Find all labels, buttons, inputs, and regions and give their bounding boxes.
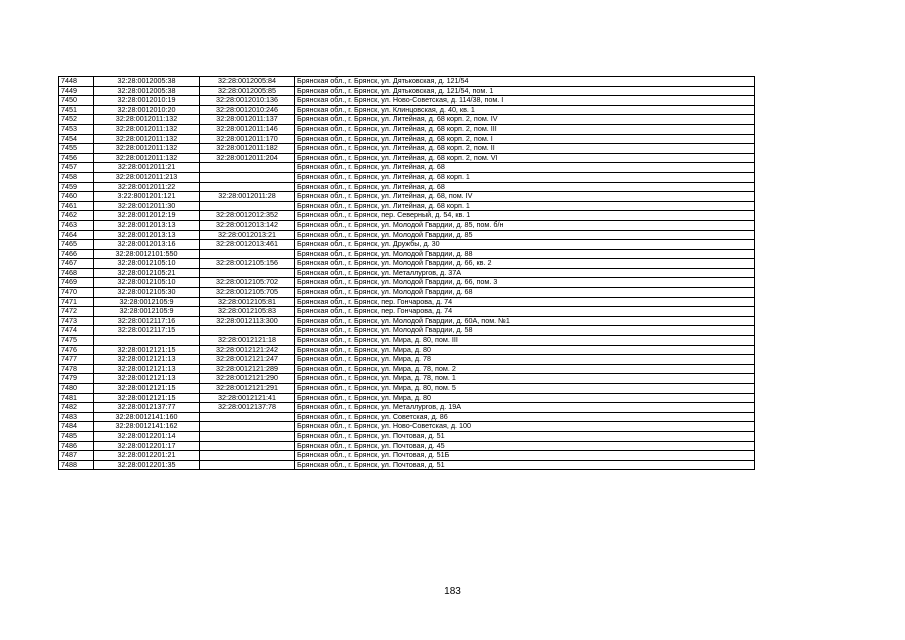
object-number-cell: 32:28:0012105:81 [200,297,295,307]
registry-table [58,76,755,470]
object-number-cell: 32:28:0012121:290 [200,374,295,384]
object-number-cell: 32:28:0012012:352 [200,211,295,221]
address-cell: Брянская обл., г. Брянск, ул. Металлургов, д. 37А [295,268,755,278]
row-number-cell: 7485 [59,431,94,441]
address-cell: Брянская обл., г. Брянск, ул. Литейная, д. 68 корп. 2, пом. III [295,124,755,134]
table-row [59,105,755,115]
address-cell: Брянская обл., г. Брянск, ул. Молодой Гвардии, д. 58 [295,326,755,336]
address-cell: Брянская обл., г. Брянск, ул. Мира, д. 78, пом. 2 [295,364,755,374]
table-row [59,96,755,106]
address-cell: Брянская обл., г. Брянск, пер. Гончарова, д. 74 [295,297,755,307]
address-cell: Брянская обл., г. Брянск, ул. Металлургов, д. 19А [295,403,755,413]
table-row [59,288,755,298]
table-row [59,182,755,192]
object-number-cell [200,441,295,451]
object-number-cell: 32:28:0012011:146 [200,124,295,134]
parcel-number-cell: 32:28:0012013:13 [94,230,200,240]
row-number-cell: 7487 [59,451,94,461]
object-number-cell: 32:28:0012121:247 [200,355,295,365]
object-number-cell: 32:28:0012121:242 [200,345,295,355]
table-row [59,460,755,470]
parcel-number-cell: 32:28:0012121:13 [94,364,200,374]
object-number-cell [200,172,295,182]
parcel-number-cell: 32:28:0012121:13 [94,355,200,365]
table-row [59,230,755,240]
object-number-cell: 32:28:0012121:291 [200,384,295,394]
table-row [59,172,755,182]
row-number-cell: 7448 [59,77,94,87]
row-number-cell: 7454 [59,134,94,144]
address-cell: Брянская обл., г. Брянск, ул. Мира, д. 78 [295,355,755,365]
parcel-number-cell: 32:28:0012011:132 [94,134,200,144]
parcel-number-cell: 32:28:0012012:19 [94,211,200,221]
table-row [59,192,755,202]
row-number-cell: 7474 [59,326,94,336]
parcel-number-cell: 32:28:0012141:162 [94,422,200,432]
table-row [59,297,755,307]
address-cell: Брянская обл., г. Брянск, ул. Дятьковская, д. 121/54 [295,77,755,87]
row-number-cell: 7462 [59,211,94,221]
address-cell: Брянская обл., г. Брянск, ул. Ново-Советская, д. 114/38, пом. I [295,96,755,106]
table-row [59,422,755,432]
row-number-cell: 7456 [59,153,94,163]
object-number-cell: 32:28:0012121:18 [200,336,295,346]
parcel-number-cell: 32:28:0012011:30 [94,201,200,211]
address-cell: Брянская обл., г. Брянск, ул. Мира, д. 80, пом. 5 [295,384,755,394]
row-number-cell: 7463 [59,220,94,230]
table-row [59,316,755,326]
address-cell: Брянская обл., г. Брянск, ул. Молодой Гвардии, д. 85 [295,230,755,240]
table-row [59,134,755,144]
address-cell: Брянская обл., г. Брянск, ул. Мира, д. 80 [295,393,755,403]
address-cell: Брянская обл., г. Брянск, пер. Гончарова, д. 74 [295,307,755,317]
row-number-cell: 7449 [59,86,94,96]
row-number-cell: 7481 [59,393,94,403]
parcel-number-cell: 32:28:0012101:550 [94,249,200,259]
object-number-cell: 32:28:0012010:136 [200,96,295,106]
table-row [59,201,755,211]
row-number-cell: 7469 [59,278,94,288]
row-number-cell: 7470 [59,288,94,298]
parcel-number-cell: 3:22:8001201:121 [94,192,200,202]
parcel-number-cell: 32:28:0012011:132 [94,144,200,154]
address-cell: Брянская обл., г. Брянск, ул. Мира, д. 80 [295,345,755,355]
object-number-cell: 32:28:0012005:85 [200,86,295,96]
row-number-cell: 7453 [59,124,94,134]
row-number-cell: 7465 [59,240,94,250]
row-number-cell: 7468 [59,268,94,278]
object-number-cell: 32:28:0012137:78 [200,403,295,413]
table-row [59,441,755,451]
page-number: 183 [444,586,461,597]
object-number-cell: 32:28:0012005:84 [200,77,295,87]
object-number-cell: 32:28:0012011:28 [200,192,295,202]
row-number-cell: 7472 [59,307,94,317]
table-row [59,336,755,346]
address-cell: Брянская обл., г. Брянск, ул. Литейная, д. 68 корп. 2, пом. IV [295,115,755,125]
row-number-cell: 7458 [59,172,94,182]
address-cell: Брянская обл., г. Брянск, ул. Дятьковская, д. 121/54, пом. 1 [295,86,755,96]
parcel-number-cell: 32:28:0012105:30 [94,288,200,298]
row-number-cell: 7477 [59,355,94,365]
parcel-number-cell: 32:28:0012201:35 [94,460,200,470]
address-cell: Брянская обл., г. Брянск, ул. Молодой Гвардии, д. 60А, пом. №1 [295,316,755,326]
table-row [59,115,755,125]
address-cell: Брянская обл., г. Брянск, ул. Клинцовская, д. 40, кв. 1 [295,105,755,115]
address-cell: Брянская обл., г. Брянск, ул. Литейная, д. 68 корп. 1 [295,172,755,182]
parcel-number-cell: 32:28:0012011:22 [94,182,200,192]
parcel-number-cell: 32:28:0012013:16 [94,240,200,250]
object-number-cell [200,201,295,211]
parcel-number-cell: 32:28:0012011:213 [94,172,200,182]
object-number-cell: 32:28:0012013:21 [200,230,295,240]
object-number-cell: 32:28:0012105:702 [200,278,295,288]
address-cell: Брянская обл., г. Брянск, ул. Молодой Гвардии, д. 68 [295,288,755,298]
table-row [59,144,755,154]
parcel-number-cell: 32:28:0012010:19 [94,96,200,106]
parcel-number-cell: 32:28:0012121:15 [94,393,200,403]
parcel-number-cell: 32:28:0012117:16 [94,316,200,326]
row-number-cell: 7483 [59,412,94,422]
row-number-cell: 7451 [59,105,94,115]
address-cell: Брянская обл., г. Брянск, ул. Литейная, д. 68 корп. 2, пом. VI [295,153,755,163]
parcel-number-cell: 32:28:0012011:21 [94,163,200,173]
table-row [59,124,755,134]
parcel-number-cell: 32:28:0012005:38 [94,77,200,87]
row-number-cell: 7486 [59,441,94,451]
address-cell: Брянская обл., г. Брянск, ул. Мира, д. 78, пом. 1 [295,374,755,384]
row-number-cell: 7471 [59,297,94,307]
table-row [59,259,755,269]
address-cell: Брянская обл., г. Брянск, ул. Молодой Гвардии, д. 85, пом. б/н [295,220,755,230]
table-row [59,153,755,163]
parcel-number-cell [94,336,200,346]
address-cell: Брянская обл., г. Брянск, ул. Литейная, д. 68 корп. 1 [295,201,755,211]
address-cell: Брянская обл., г. Брянск, ул. Литейная, д. 68 корп. 2, пом. I [295,134,755,144]
row-number-cell: 7475 [59,336,94,346]
address-cell: Брянская обл., г. Брянск, ул. Литейная, д. 68 [295,163,755,173]
object-number-cell [200,249,295,259]
parcel-number-cell: 32:28:0012121:15 [94,345,200,355]
object-number-cell [200,422,295,432]
address-cell: Брянская обл., г. Брянск, ул. Молодой Гвардии, д. 66, кв. 2 [295,259,755,269]
address-cell: Брянская обл., г. Брянск, ул. Литейная, д. 68 [295,182,755,192]
parcel-number-cell: 32:28:0012011:132 [94,115,200,125]
table-row [59,268,755,278]
row-number-cell: 7482 [59,403,94,413]
table-row [59,431,755,441]
parcel-number-cell: 32:28:0012011:132 [94,153,200,163]
parcel-number-cell: 32:28:0012201:17 [94,441,200,451]
parcel-number-cell: 32:28:0012121:13 [94,374,200,384]
parcel-number-cell: 32:28:0012105:10 [94,278,200,288]
address-cell: Брянская обл., г. Брянск, ул. Дружбы, д. 30 [295,240,755,250]
row-number-cell: 7460 [59,192,94,202]
address-cell: Брянская обл., г. Брянск, ул. Мира, д. 80, пом. III [295,336,755,346]
row-number-cell: 7473 [59,316,94,326]
object-number-cell: 32:28:0012011:182 [200,144,295,154]
parcel-number-cell: 32:28:0012105:21 [94,268,200,278]
object-number-cell: 32:28:0012105:156 [200,259,295,269]
table-row [59,307,755,317]
object-number-cell: 32:28:0012121:289 [200,364,295,374]
object-number-cell: 32:28:0012113:300 [200,316,295,326]
object-number-cell: 32:28:0012010:246 [200,105,295,115]
table-row [59,86,755,96]
row-number-cell: 7455 [59,144,94,154]
parcel-number-cell: 32:28:0012011:132 [94,124,200,134]
table-row [59,393,755,403]
address-cell: Брянская обл., г. Брянск, ул. Молодой Гвардии, д. 66, пом. 3 [295,278,755,288]
object-number-cell: 32:28:0012105:705 [200,288,295,298]
table-row [59,451,755,461]
object-number-cell [200,460,295,470]
object-number-cell [200,326,295,336]
parcel-number-cell: 32:28:0012201:21 [94,451,200,461]
row-number-cell: 7466 [59,249,94,259]
row-number-cell: 7464 [59,230,94,240]
row-number-cell: 7450 [59,96,94,106]
table-row [59,374,755,384]
address-cell: Брянская обл., г. Брянск, ул. Почтовая, д. 45 [295,441,755,451]
object-number-cell: 32:28:0012011:170 [200,134,295,144]
table-row [59,355,755,365]
object-number-cell [200,451,295,461]
object-number-cell: 32:28:0012011:204 [200,153,295,163]
table-row [59,412,755,422]
object-number-cell [200,412,295,422]
table-row [59,249,755,259]
object-number-cell [200,431,295,441]
parcel-number-cell: 32:28:0012137:77 [94,403,200,413]
address-cell: Брянская обл., г. Брянск, ул. Почтовая, д. 51 [295,460,755,470]
address-cell: Брянская обл., г. Брянск, пер. Северный, д. 54, кв. 1 [295,211,755,221]
address-cell: Брянская обл., г. Брянск, ул. Почтовая, д. 51 [295,431,755,441]
table-row [59,345,755,355]
address-cell: Брянская обл., г. Брянск, ул. Литейная, д. 68 корп. 2, пом. II [295,144,755,154]
object-number-cell [200,182,295,192]
row-number-cell: 7459 [59,182,94,192]
parcel-number-cell: 32:28:0012141:160 [94,412,200,422]
parcel-number-cell: 32:28:0012105:10 [94,259,200,269]
row-number-cell: 7479 [59,374,94,384]
object-number-cell: 32:28:0012013:142 [200,220,295,230]
table-row [59,278,755,288]
row-number-cell: 7461 [59,201,94,211]
address-cell: Брянская обл., г. Брянск, ул. Советская, д. 86 [295,412,755,422]
parcel-number-cell: 32:28:0012005:38 [94,86,200,96]
table-row [59,326,755,336]
table-row [59,77,755,87]
table-row [59,163,755,173]
row-number-cell: 7484 [59,422,94,432]
address-cell: Брянская обл., г. Брянск, ул. Почтовая, д. 51Б [295,451,755,461]
row-number-cell: 7457 [59,163,94,173]
table-row [59,403,755,413]
parcel-number-cell: 32:28:0012121:15 [94,384,200,394]
row-number-cell: 7480 [59,384,94,394]
parcel-number-cell: 32:28:0012013:13 [94,220,200,230]
table-row [59,220,755,230]
parcel-number-cell: 32:28:0012105:9 [94,297,200,307]
table-row [59,211,755,221]
row-number-cell: 7476 [59,345,94,355]
parcel-number-cell: 32:28:0012201:14 [94,431,200,441]
address-cell: Брянская обл., г. Брянск, ул. Ново-Советская, д. 100 [295,422,755,432]
parcel-number-cell: 32:28:0012010:20 [94,105,200,115]
object-number-cell: 32:28:0012011:137 [200,115,295,125]
address-cell: Брянская обл., г. Брянск, ул. Молодой Гвардии, д. 88 [295,249,755,259]
row-number-cell: 7478 [59,364,94,374]
table-row [59,364,755,374]
object-number-cell: 32:28:0012105:83 [200,307,295,317]
object-number-cell: 32:28:0012121:41 [200,393,295,403]
address-cell: Брянская обл., г. Брянск, ул. Литейная, д. 68, пом. IV [295,192,755,202]
parcel-number-cell: 32:28:0012117:15 [94,326,200,336]
parcel-number-cell: 32:28:0012105:9 [94,307,200,317]
object-number-cell [200,163,295,173]
row-number-cell: 7452 [59,115,94,125]
object-number-cell [200,268,295,278]
table-row [59,240,755,250]
row-number-cell: 7488 [59,460,94,470]
object-number-cell: 32:28:0012013:461 [200,240,295,250]
table-row [59,384,755,394]
row-number-cell: 7467 [59,259,94,269]
registry-table-body [59,77,755,470]
